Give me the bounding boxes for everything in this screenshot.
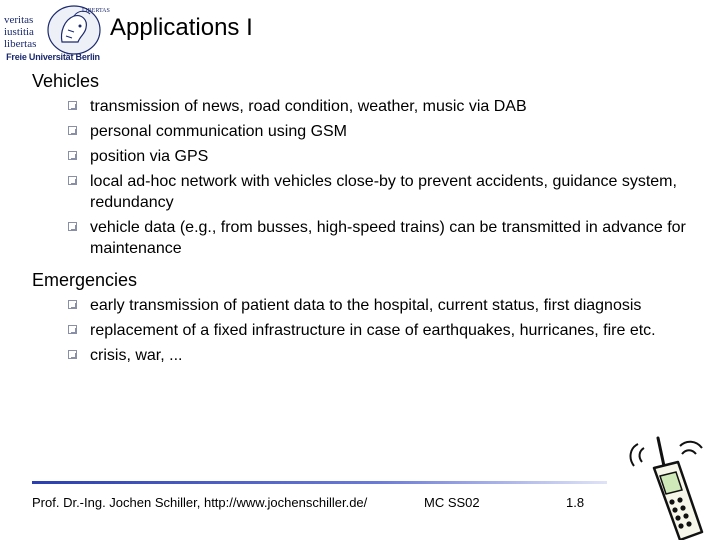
checkbox-bullet-icon — [68, 101, 77, 110]
checkbox-bullet-icon — [68, 325, 77, 334]
list-item-text: position via GPS — [90, 148, 209, 165]
list-item — [90, 295, 710, 316]
logo-motto-line: veritas — [4, 14, 34, 26]
slide-title: Applications I — [110, 14, 253, 41]
list-item — [90, 146, 710, 167]
emergencies-bullet-list — [32, 295, 712, 366]
footer-divider — [32, 481, 607, 484]
seal-text: LIBERTAS — [82, 8, 110, 14]
list-item-text: replacement of a fixed infrastructure in case of earthquakes, hurricanes, fire etc. — [90, 322, 656, 339]
checkbox-bullet-icon — [68, 222, 77, 231]
logo-motto-line: iustitia — [4, 26, 34, 38]
checkbox-bullet-icon — [68, 151, 77, 160]
page-number: 1.8 — [566, 495, 585, 510]
checkbox-bullet-icon — [68, 176, 77, 185]
list-item-text: local ad-hoc network with vehicles close-by to prevent accidents, guidance system, redundancy — [90, 173, 677, 211]
list-item — [90, 345, 710, 366]
list-item — [90, 96, 710, 117]
slide-content — [32, 70, 712, 370]
checkbox-bullet-icon — [68, 126, 77, 135]
seal-icon — [44, 2, 110, 54]
university-logo — [0, 0, 110, 64]
list-item — [90, 320, 710, 341]
list-item — [90, 121, 710, 142]
checkbox-bullet-icon — [68, 300, 77, 309]
checkbox-bullet-icon — [68, 350, 77, 359]
footer-course: MC SS02 — [424, 495, 480, 510]
section-heading-emergencies: Emergencies — [32, 270, 138, 290]
logo-caption: Freie Universität Berlin — [6, 52, 100, 62]
list-item — [90, 171, 710, 213]
section-heading-vehicles: Vehicles — [32, 71, 100, 91]
logo-motto — [4, 14, 36, 50]
list-item-text: transmission of news, road condition, weather, music via DAB — [90, 98, 527, 115]
list-item-text: crisis, war, ... — [90, 347, 183, 364]
list-item-text: early transmission of patient data to the hospital, current status, first diagnosis — [90, 297, 642, 314]
footer-author: Prof. Dr.-Ing. Jochen Schiller, http://www.jochenschiller.de/ — [32, 495, 368, 510]
vehicles-bullet-list — [32, 96, 712, 259]
list-item-text: vehicle data (e.g., from busses, high-speed trains) can be transmitted in advance for maintenance — [90, 219, 686, 257]
list-item-text: personal communication using GSM — [90, 123, 348, 140]
mobile-phone-icon — [620, 432, 720, 540]
logo-motto-line: libertas — [4, 38, 37, 50]
list-item — [90, 217, 710, 259]
